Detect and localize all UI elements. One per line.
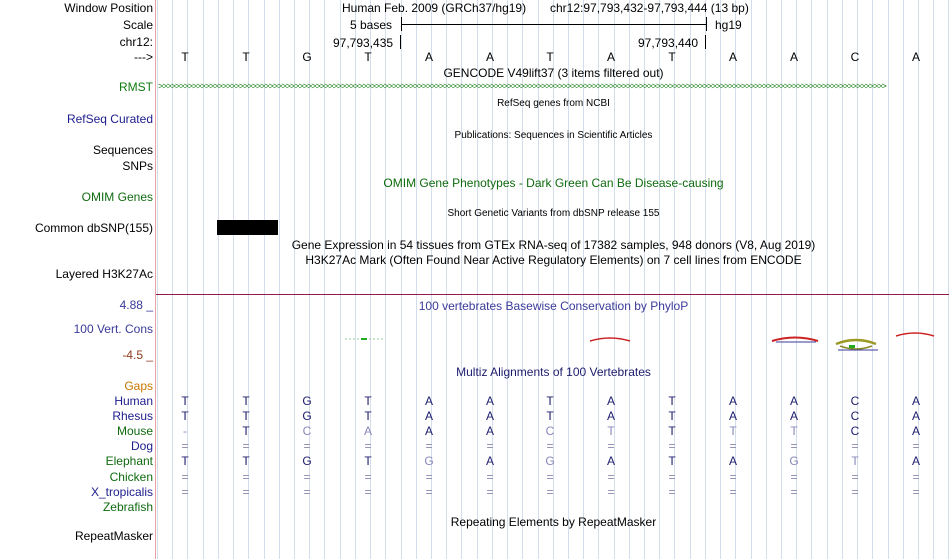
alignment-base: = bbox=[912, 470, 920, 484]
dbsnp-track-title[interactable]: Short Genetic Variants from dbSNP release 155 bbox=[447, 208, 660, 219]
alignment-base: = bbox=[303, 470, 311, 484]
alignment-base: A bbox=[728, 394, 737, 408]
species-label[interactable]: Mouse bbox=[116, 424, 153, 438]
h3k27ac-track-title[interactable]: H3K27Ac Mark (Often Found Near Active Regulatory Elements) on 7 cell lines from ENCODE bbox=[305, 253, 802, 267]
alignment-base: = bbox=[912, 439, 920, 453]
alignment-base: T bbox=[546, 409, 554, 423]
alignment-base: = bbox=[364, 439, 372, 453]
phylop-max-label: 4.88 _ bbox=[119, 298, 153, 312]
refseq-track-title[interactable]: RefSeq genes from NCBI bbox=[497, 98, 610, 109]
alignment-base: A bbox=[485, 424, 494, 438]
base-letter: T bbox=[181, 50, 189, 64]
alignment-base: = bbox=[486, 439, 494, 453]
alignment-base: T bbox=[242, 454, 250, 468]
assembly-label: Human Feb. 2009 (GRCh37/hg19) bbox=[342, 1, 527, 15]
alignment-base: T bbox=[181, 394, 189, 408]
omim-track-title[interactable]: OMIM Gene Phenotypes - Dark Green Can Be Disease-causing bbox=[383, 176, 724, 190]
snps-label[interactable]: SNPs bbox=[122, 159, 153, 173]
alignment-base: = bbox=[790, 470, 798, 484]
alignment-base: = bbox=[668, 470, 676, 484]
omim-genes-label[interactable]: OMIM Genes bbox=[81, 190, 153, 204]
base-letter: T bbox=[668, 50, 676, 64]
alignment-base: T bbox=[242, 394, 250, 408]
db-label: hg19 bbox=[715, 18, 742, 32]
alignment-base: G bbox=[424, 454, 434, 468]
alignment-base: A bbox=[911, 394, 920, 408]
base-letter: T bbox=[546, 50, 554, 64]
species-label[interactable]: Chicken bbox=[109, 470, 153, 484]
species-label[interactable]: Zebrafish bbox=[102, 500, 153, 514]
base-letter: G bbox=[302, 50, 312, 64]
alignment-base: = bbox=[181, 485, 189, 499]
alignment-base: T bbox=[790, 424, 798, 438]
alignment-base: = bbox=[912, 485, 920, 499]
gtex-track-title[interactable]: Gene Expression in 54 tissues from GTEx RNA-seq of 17382 samples, 948 donors (V8, Aug 2019) bbox=[291, 238, 816, 252]
alignment-base: A bbox=[485, 409, 494, 423]
alignment-base: = bbox=[790, 485, 798, 499]
alignment-base: G bbox=[302, 454, 312, 468]
alignment-base: A bbox=[606, 394, 615, 408]
strand-label: ---> bbox=[134, 50, 153, 64]
alignment-base: = bbox=[851, 439, 859, 453]
alignment-base: T bbox=[364, 409, 372, 423]
alignment-base: = bbox=[425, 439, 433, 453]
alignment-base: T bbox=[668, 394, 676, 408]
vert-cons-label[interactable]: 100 Vert. Cons bbox=[73, 322, 153, 336]
alignment-base: T bbox=[181, 454, 189, 468]
refseq-curated-label[interactable]: RefSeq Curated bbox=[66, 112, 153, 126]
base-letter: A bbox=[789, 50, 798, 64]
repeatmasker-track-title[interactable]: Repeating Elements by RepeatMasker bbox=[450, 515, 657, 529]
alignment-base: A bbox=[728, 409, 737, 423]
alignment-base: = bbox=[607, 470, 615, 484]
alignment-base: A bbox=[789, 394, 798, 408]
alignment-base: A bbox=[728, 454, 737, 468]
alignment-base: T bbox=[668, 424, 676, 438]
alignment-base: = bbox=[729, 470, 737, 484]
base-letter: A bbox=[424, 50, 433, 64]
alignment-base: A bbox=[911, 409, 920, 423]
alignment-base: = bbox=[546, 485, 554, 499]
alignment-base: = bbox=[668, 439, 676, 453]
alignment-base: = bbox=[851, 485, 859, 499]
alignment-base: A bbox=[606, 454, 615, 468]
alignment-base: A bbox=[911, 454, 920, 468]
alignment-base: = bbox=[851, 470, 859, 484]
alignment-base: T bbox=[851, 454, 859, 468]
alignment-base: G bbox=[302, 394, 312, 408]
alignment-base: C bbox=[850, 409, 860, 423]
alignment-base: = bbox=[242, 470, 250, 484]
alignment-base: = bbox=[364, 470, 372, 484]
alignment-base: A bbox=[485, 454, 494, 468]
base-letter: C bbox=[850, 50, 860, 64]
alignment-base: = bbox=[425, 470, 433, 484]
alignment-base: = bbox=[607, 485, 615, 499]
base-letter: T bbox=[242, 50, 250, 64]
repeatmasker-label[interactable]: RepeatMasker bbox=[74, 529, 153, 543]
alignment-base: C bbox=[302, 424, 312, 438]
alignment-base: T bbox=[668, 454, 676, 468]
alignment-base: = bbox=[242, 485, 250, 499]
alignment-base: = bbox=[364, 485, 372, 499]
alignment-base: T bbox=[364, 454, 372, 468]
alignment-base: = bbox=[303, 485, 311, 499]
alignment-base: A bbox=[911, 424, 920, 438]
alignment-base: = bbox=[607, 439, 615, 453]
multiz-track-title[interactable]: Multiz Alignments of 100 Vertebrates bbox=[456, 365, 651, 379]
alignment-base: = bbox=[181, 470, 189, 484]
alignment-base: = bbox=[729, 439, 737, 453]
common-dbsnp-label[interactable]: Common dbSNP(155) bbox=[34, 221, 153, 235]
alignment-base: A bbox=[485, 394, 494, 408]
window-position-label: Window Position bbox=[64, 1, 153, 15]
alignment-base: A bbox=[606, 409, 615, 423]
alignment-base: T bbox=[181, 409, 189, 423]
base-letter: A bbox=[485, 50, 494, 64]
scale-bar-label: 5 bases bbox=[350, 18, 393, 32]
alignment-base: G bbox=[302, 409, 312, 423]
chrom-label: chr12: bbox=[119, 35, 153, 49]
alignment-base: A bbox=[789, 409, 798, 423]
alignment-base: = bbox=[729, 485, 737, 499]
layered-h3k27ac-label[interactable]: Layered H3K27Ac bbox=[55, 267, 153, 281]
alignment-base: C bbox=[545, 424, 555, 438]
base-letter: A bbox=[911, 50, 920, 64]
alignment-base: = bbox=[486, 485, 494, 499]
phylop-track-title[interactable]: 100 vertebrates Basewise Conservation by PhyloP bbox=[418, 299, 689, 313]
position-label: chr12:97,793,432-97,793,444 (13 bp) bbox=[550, 1, 749, 15]
alignment-base: T bbox=[546, 394, 554, 408]
phylop-min-label: -4.5 _ bbox=[122, 348, 153, 362]
alignment-base: = bbox=[303, 439, 311, 453]
alignment-base: A bbox=[424, 394, 433, 408]
alignment-base: T bbox=[242, 424, 250, 438]
rmst-gene-feature[interactable]: >>>>>>>>>>>>>>>>>>>>>>>>>>>>>>>>>>>>>>>>>>>>>>>>>>>>>>>>>>>>>>>>>>>>>>>>>>>>>>>>>>>>>>>>>>>>>>>>>>>>>>>>>>>>>>>>>>>>>>>>>>>>>>>>>>>>>>>>>>>>>>>>>>>>>>>>>>>>>>>>>>>>>>>>>>> bbox=[158, 82, 886, 91]
base-letter: T bbox=[364, 50, 372, 64]
alignment-base: C bbox=[850, 394, 860, 408]
species-label[interactable]: Dog bbox=[130, 439, 153, 453]
alignment-base: T bbox=[364, 394, 372, 408]
alignment-base: = bbox=[790, 439, 798, 453]
species-label[interactable]: Rhesus bbox=[112, 409, 153, 423]
species-label[interactable]: Human bbox=[114, 394, 153, 408]
base-letter: A bbox=[606, 50, 615, 64]
coord-right: 97,793,440 bbox=[638, 36, 699, 50]
alignment-base: = bbox=[425, 485, 433, 499]
alignment-base: T bbox=[668, 409, 676, 423]
gencode-track-title[interactable]: GENCODE V49lift37 (3 items filtered out) bbox=[443, 66, 664, 80]
alignment-base: = bbox=[242, 439, 250, 453]
publications-track-title[interactable]: Publications: Sequences in Scientific Articles bbox=[454, 130, 653, 141]
alignment-base: G bbox=[789, 454, 799, 468]
alignment-base: - bbox=[183, 424, 187, 438]
species-label[interactable]: Elephant bbox=[105, 454, 153, 468]
alignment-base: = bbox=[546, 470, 554, 484]
gaps-label: Gaps bbox=[124, 379, 153, 393]
base-letter: A bbox=[728, 50, 737, 64]
alignment-base: = bbox=[546, 439, 554, 453]
sequences-label[interactable]: Sequences bbox=[92, 143, 153, 157]
species-label[interactable]: X_tropicalis bbox=[90, 485, 153, 499]
rmst-gene-label[interactable]: RMST bbox=[119, 80, 153, 94]
coord-left: 97,793,435 bbox=[333, 36, 394, 50]
alignment-base: A bbox=[363, 424, 372, 438]
alignment-base: A bbox=[424, 424, 433, 438]
alignment-base: C bbox=[850, 424, 860, 438]
alignment-base: A bbox=[424, 409, 433, 423]
scale-label: Scale bbox=[122, 18, 153, 32]
alignment-base: = bbox=[668, 485, 676, 499]
alignment-base: G bbox=[545, 454, 555, 468]
alignment-base: = bbox=[181, 439, 189, 453]
alignment-base: T bbox=[242, 409, 250, 423]
alignment-base: T bbox=[729, 424, 737, 438]
alignment-base: T bbox=[607, 424, 615, 438]
alignment-base: = bbox=[486, 470, 494, 484]
